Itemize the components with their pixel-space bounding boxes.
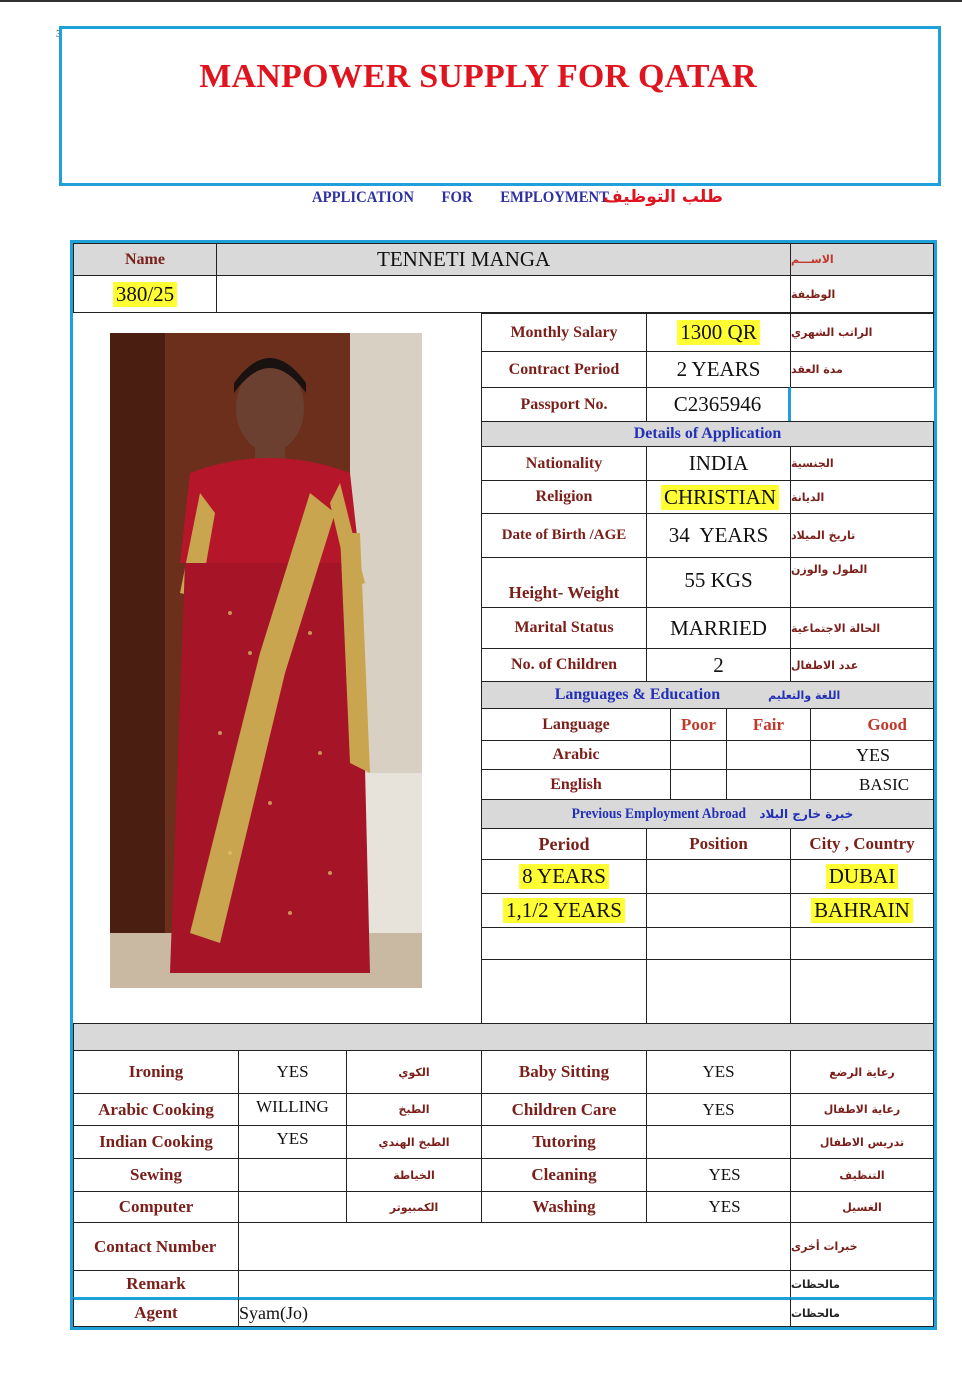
marital-status-value: MARRIED bbox=[646, 607, 791, 649]
languages-header bbox=[481, 681, 934, 709]
language-row-english: English bbox=[481, 769, 671, 800]
religion-value: CHRISTIAN bbox=[661, 485, 779, 510]
skill-tutoring-arabic: تدريس الاطفال bbox=[790, 1125, 934, 1159]
skill-arabic-cooking-value: WILLING bbox=[238, 1093, 347, 1126]
skill-sewing-arabic: الخياطة bbox=[346, 1158, 482, 1192]
skill-sewing-label: Sewing bbox=[73, 1158, 239, 1192]
previous-row-2-position bbox=[646, 893, 791, 928]
religion-label: Religion bbox=[481, 480, 647, 514]
header-box bbox=[59, 26, 941, 186]
monthly-salary-cell bbox=[646, 313, 791, 352]
skill-children-care-arabic: رعاية الاطفال bbox=[790, 1093, 934, 1126]
height-weight-value: 55 KGS bbox=[646, 557, 791, 608]
religion-arabic: الديانة bbox=[790, 480, 934, 514]
application-subtitle-arabic: طلب التوظيف bbox=[603, 187, 723, 207]
skill-indian-cooking-label: Indian Cooking bbox=[73, 1125, 239, 1159]
height-weight-arabic: الطول والوزن bbox=[790, 557, 934, 608]
previous-row-3-period bbox=[481, 927, 647, 960]
reference-number-cell bbox=[73, 275, 217, 313]
position-column-header: Position bbox=[646, 828, 791, 860]
application-subtitle: APPLICATION FOR EMPLOYMENT bbox=[312, 189, 609, 206]
previous-row-3-city bbox=[790, 927, 934, 960]
skill-cleaning-arabic: التنظيف bbox=[790, 1158, 934, 1192]
remark-value bbox=[238, 1270, 791, 1298]
children-label: No. of Children bbox=[481, 648, 647, 682]
city-country-column-header: City , Country bbox=[790, 828, 934, 860]
skill-baby-sitting-arabic: رعاية الرضع bbox=[790, 1050, 934, 1094]
details-header: Details of Application bbox=[481, 421, 934, 447]
skill-indian-cooking-value: YES bbox=[238, 1125, 347, 1159]
skill-ironing-label: Ironing bbox=[73, 1050, 239, 1094]
skill-arabic-cooking-label: Arabic Cooking bbox=[73, 1093, 239, 1126]
position-arabic-label: الوظيفة bbox=[790, 275, 934, 313]
poor-column-header: Poor bbox=[670, 708, 727, 741]
previous-row-2-period-value: 1,1/2 YEARS bbox=[503, 898, 625, 923]
dob-age-arabic: تاريخ الميلاد bbox=[790, 513, 934, 558]
previous-row-1-city-value: DUBAI bbox=[826, 864, 899, 889]
contact-number-arabic: خبرات أخرى bbox=[790, 1222, 934, 1271]
reference-number: 380/25 bbox=[113, 282, 177, 307]
page-title: MANPOWER SUPPLY FOR QATAR bbox=[199, 58, 757, 95]
languages-header-text: Languages & Education bbox=[554, 686, 721, 703]
previous-employment-header bbox=[481, 799, 934, 829]
agent-label: Agent bbox=[73, 1297, 239, 1327]
period-column-header: Period bbox=[481, 828, 647, 860]
name-arabic-label: الاســـم bbox=[790, 243, 934, 276]
skill-tutoring-label: Tutoring bbox=[481, 1125, 647, 1159]
contract-period-arabic: مدة العقد bbox=[790, 351, 934, 388]
religion-cell bbox=[646, 480, 791, 514]
skill-washing-arabic: الغسيل bbox=[790, 1191, 934, 1223]
marital-status-arabic: الحالة الاجتماعية bbox=[790, 607, 934, 649]
children-value: 2 bbox=[646, 648, 791, 682]
monthly-salary-value: 1300 QR bbox=[677, 320, 759, 345]
skill-washing-value: YES bbox=[646, 1191, 791, 1223]
photo-column-border bbox=[73, 312, 482, 1024]
contact-number-value bbox=[238, 1222, 791, 1271]
contract-period-value: 2 YEARS bbox=[646, 351, 791, 388]
previous-row-1-position bbox=[646, 859, 791, 894]
name-label: Name bbox=[73, 243, 217, 276]
language-row-english-good: BASIC bbox=[810, 769, 934, 800]
language-row-arabic-fair bbox=[726, 740, 811, 770]
skills-band bbox=[73, 1023, 934, 1051]
name-value: TENNETI MANGA bbox=[216, 243, 791, 276]
language-row-english-fair bbox=[726, 769, 811, 800]
children-arabic: عدد الاطفال bbox=[790, 648, 934, 682]
previous-row-4-period bbox=[481, 959, 647, 1024]
good-column-header: Good bbox=[810, 708, 934, 741]
previous-row-4-position bbox=[646, 959, 791, 1024]
contact-number-label: Contact Number bbox=[73, 1222, 239, 1271]
dob-age-label: Date of Birth /AGE bbox=[481, 513, 647, 558]
languages-header-arabic: اللغة والتعليم bbox=[768, 688, 841, 702]
skill-ironing-arabic: الكوي bbox=[346, 1050, 482, 1094]
passport-label: Passport No. bbox=[481, 387, 647, 422]
skill-tutoring-value bbox=[646, 1125, 791, 1159]
previous-employment-header-text: Previous Employment Abroad bbox=[571, 805, 746, 822]
nationality-value: INDIA bbox=[646, 446, 791, 481]
language-row-arabic-good: YES bbox=[810, 740, 934, 770]
skill-cleaning-label: Cleaning bbox=[481, 1158, 647, 1192]
skill-children-care-value: YES bbox=[646, 1093, 791, 1126]
previous-row-3-position bbox=[646, 927, 791, 960]
skill-ironing-value: YES bbox=[238, 1050, 347, 1094]
language-row-english-poor bbox=[670, 769, 727, 800]
marital-status-label: Marital Status bbox=[481, 607, 647, 649]
height-weight-label: Height- Weight bbox=[481, 557, 647, 608]
language-row-arabic-poor bbox=[670, 740, 727, 770]
agent-value: Syam(Jo) bbox=[238, 1297, 791, 1327]
fair-column-header: Fair bbox=[726, 708, 811, 741]
skill-computer-label: Computer bbox=[73, 1191, 239, 1223]
previous-row-4-city bbox=[790, 959, 934, 1024]
remark-label: Remark bbox=[73, 1270, 239, 1298]
previous-row-2-city-value: BAHRAIN bbox=[811, 898, 913, 923]
dob-age-value: 34 YEARS bbox=[646, 513, 791, 558]
skill-baby-sitting-value: YES bbox=[646, 1050, 791, 1094]
position-value bbox=[216, 275, 791, 313]
monthly-salary-arabic: الراتب الشهري bbox=[790, 313, 934, 352]
nationality-arabic: الجنسية bbox=[790, 446, 934, 481]
skill-children-care-label: Children Care bbox=[481, 1093, 647, 1126]
nationality-label: Nationality bbox=[481, 446, 647, 481]
remark-arabic: مالحظات bbox=[790, 1270, 934, 1298]
skill-cleaning-value: YES bbox=[646, 1158, 791, 1192]
previous-row-2-city bbox=[790, 893, 934, 928]
previous-employment-header-arabic: خبرة خارج البلاد bbox=[759, 807, 854, 821]
skill-indian-cooking-arabic: الطبخ الهندي bbox=[346, 1125, 482, 1159]
previous-row-1-period bbox=[481, 859, 647, 894]
skill-computer-arabic: الكمبيوتر bbox=[346, 1191, 482, 1223]
previous-row-1-period-value: 8 YEARS bbox=[519, 864, 609, 889]
skill-arabic-cooking-arabic: الطبخ bbox=[346, 1093, 482, 1126]
corner-mark: 3 bbox=[56, 28, 62, 40]
previous-row-1-city bbox=[790, 859, 934, 894]
skill-sewing-value bbox=[238, 1158, 347, 1192]
monthly-salary-label: Monthly Salary bbox=[481, 313, 647, 352]
previous-row-2-period bbox=[481, 893, 647, 928]
language-row-arabic: Arabic bbox=[481, 740, 671, 770]
skill-baby-sitting-label: Baby Sitting bbox=[481, 1050, 647, 1094]
skill-washing-label: Washing bbox=[481, 1191, 647, 1223]
agent-arabic: مالحظات bbox=[790, 1297, 934, 1327]
passport-value: C2365946 bbox=[646, 387, 791, 422]
language-column-header: Language bbox=[481, 708, 671, 741]
top-rule bbox=[0, 0, 962, 2]
skill-computer-value bbox=[238, 1191, 347, 1223]
contract-period-label: Contract Period bbox=[481, 351, 647, 388]
